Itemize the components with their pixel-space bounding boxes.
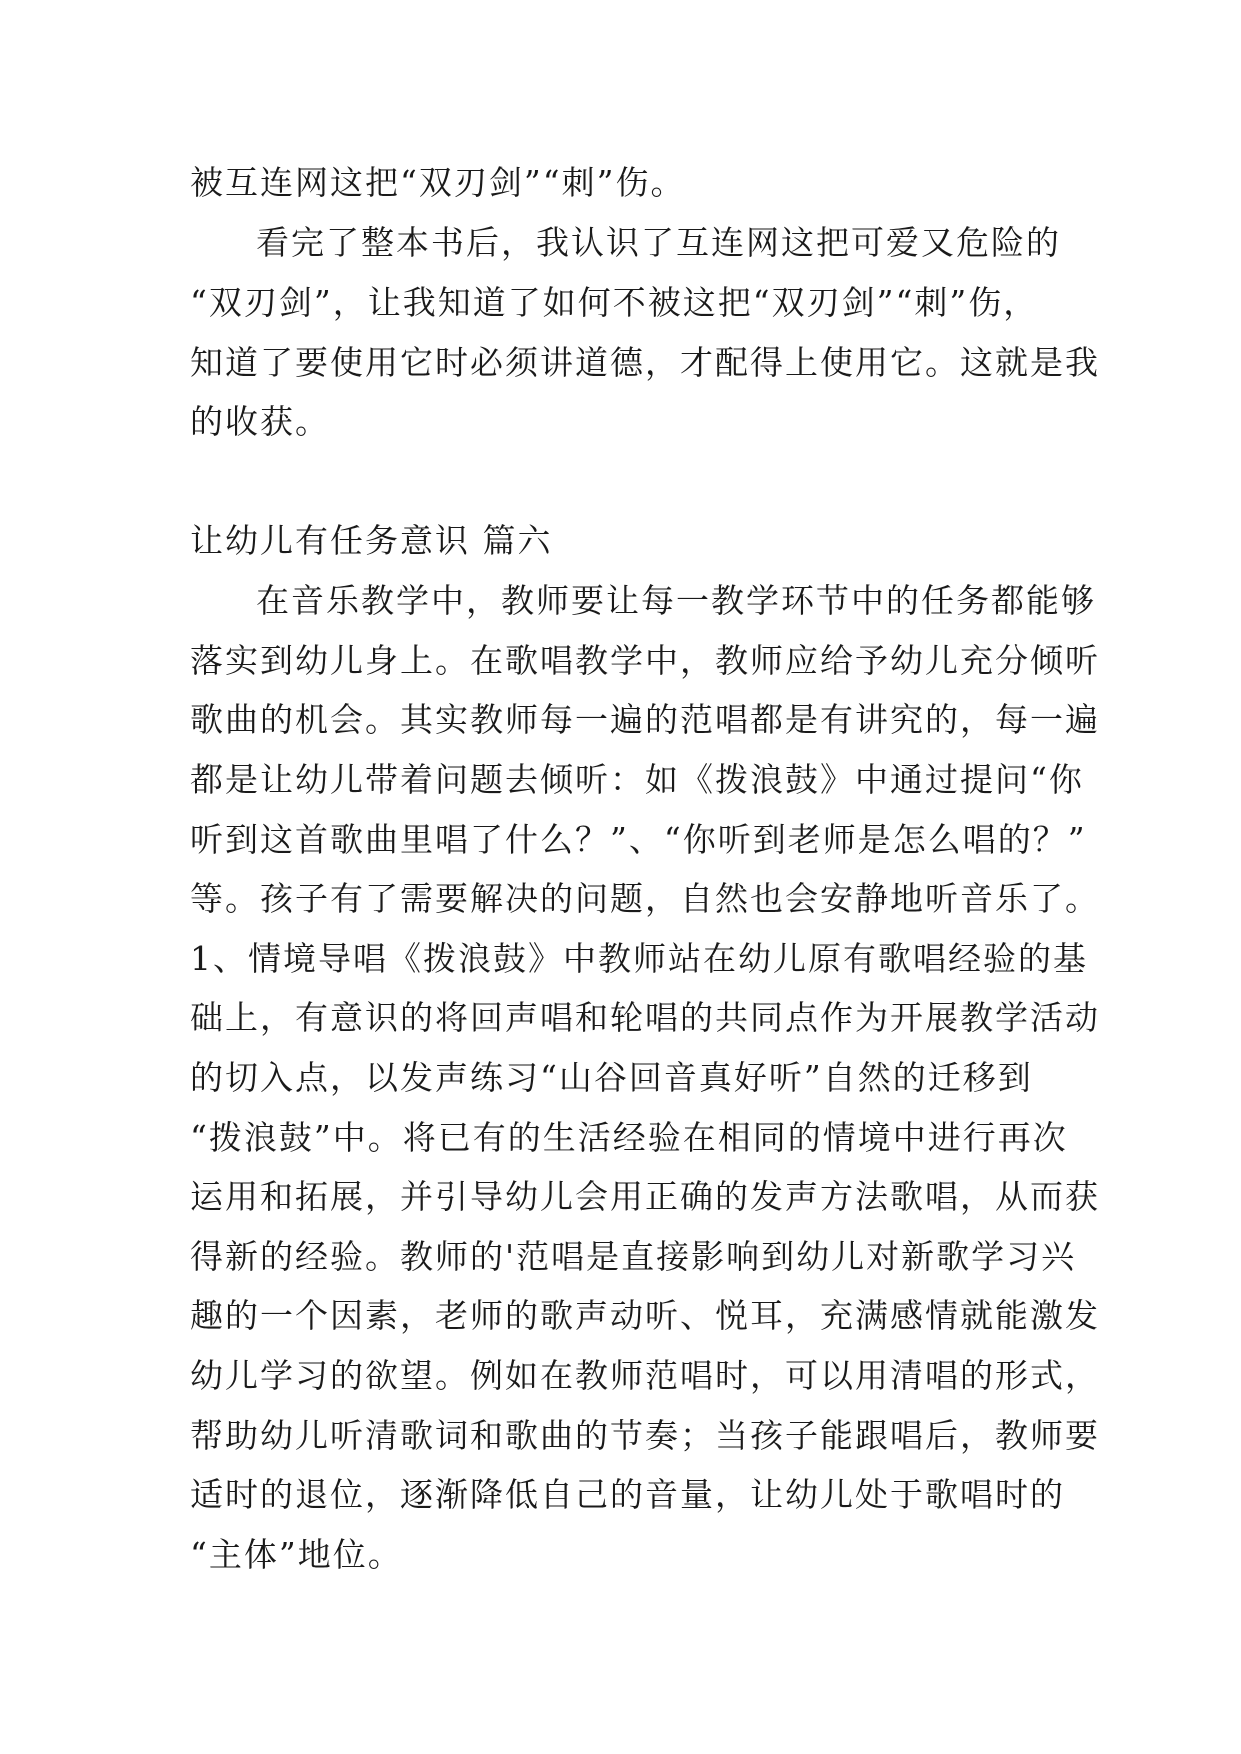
paragraph-line: 等。孩子有了需要解决的问题，自然也会安静地听音乐了。: [190, 879, 1100, 918]
paragraph-line: 落实到幼儿身上。在歌唱教学中，教师应给予幼儿充分倾听: [190, 641, 1100, 680]
paragraph-line: 被互连网这把“双刃剑”“刺”伤。: [190, 163, 686, 202]
section-heading: 让幼儿有任务意识 篇六: [190, 521, 553, 560]
paragraph-line: 知道了要使用它时必须讲道德，才配得上使用它。这就是我: [190, 343, 1100, 382]
paragraph-line: “双刃剑”，让我知道了如何不被这把“双刃剑”“刺”伤，: [190, 283, 1039, 322]
paragraph-line: 趣的一个因素，老师的歌声动听、悦耳，充满感情就能激发: [190, 1296, 1100, 1335]
paragraph-line: 1、情境导唱《拨浪鼓》中教师站在幼儿原有歌唱经验的基: [190, 939, 1088, 978]
paragraph-line: 的收获。: [190, 402, 330, 441]
paragraph-line: 歌曲的机会。其实教师每一遍的范唱都是有讲究的，每一遍: [190, 700, 1100, 739]
paragraph-line: 看完了整本书后，我认识了互连网这把可爱又危险的: [256, 223, 1061, 262]
paragraph-line: 得新的经验。教师的'范唱是直接影响到幼儿对新歌学习兴: [190, 1237, 1077, 1276]
paragraph-line: 础上，有意识的将回声唱和轮唱的共同点作为开展教学活动: [190, 998, 1100, 1037]
paragraph-line: 的切入点，以发声练习“山谷回音真好听”自然的迁移到: [190, 1058, 1033, 1097]
paragraph-line: 帮助幼儿听清歌词和歌曲的节奏；当孩子能跟唱后，教师要: [190, 1416, 1100, 1455]
paragraph-line: “主体”地位。: [190, 1535, 403, 1574]
paragraph-line: 幼儿学习的欲望。例如在教师范唱时，可以用清唱的形式，: [190, 1356, 1100, 1395]
paragraph-line: 在音乐教学中，教师要让每一教学环节中的任务都能够: [256, 581, 1096, 620]
paragraph-line: “拨浪鼓”中。将已有的生活经验在相同的情境中进行再次: [190, 1118, 1068, 1157]
paragraph-line: 运用和拓展，并引导幼儿会用正确的发声方法歌唱，从而获: [190, 1177, 1100, 1216]
paragraph-line: 都是让幼儿带着问题去倾听：如《拨浪鼓》中通过提问“你: [190, 760, 1084, 799]
paragraph-line: 适时的退位，逐渐降低自己的音量，让幼儿处于歌唱时的: [190, 1475, 1065, 1514]
paragraph-line: 听到这首歌曲里唱了什么？”、“你听到老师是怎么唱的？”: [190, 820, 1087, 859]
